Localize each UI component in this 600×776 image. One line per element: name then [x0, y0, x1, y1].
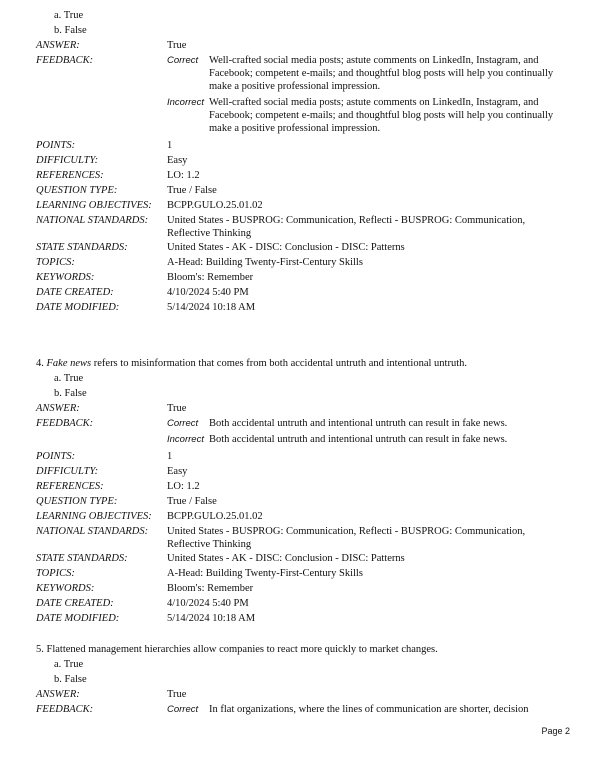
date-modified-row [36, 611, 564, 626]
learning-objectives-label: LEARNING OBJECTIVES: [36, 200, 152, 211]
question-text [36, 357, 564, 371]
national-standards-row [36, 524, 564, 551]
date-created-label: DATE CREATED: [36, 287, 114, 298]
question-type-value: True / False [167, 185, 217, 196]
points-row [36, 138, 564, 153]
feedback-correct [167, 703, 564, 716]
question-text: 5. Flattened management hierarchies allow companies to react more quickly to market changes. [36, 644, 438, 655]
incorrect-label: Incorrect [167, 97, 204, 108]
difficulty-row [36, 153, 564, 168]
topics-row [36, 566, 564, 581]
feedback-label: FEEDBACK: [36, 418, 94, 429]
answer-value: True [167, 403, 187, 414]
correct-label: Correct [167, 704, 199, 715]
feedback-row [36, 53, 564, 138]
references-label: REFERENCES: [36, 481, 104, 492]
feedback-correct [167, 54, 564, 93]
state-standards-value: United States - AK - DISC: Conclusion - DISC: Patterns [167, 242, 405, 253]
correct-text: Both accidental untruth and intentional untruth can result in fake news. [209, 418, 508, 429]
feedback-block [167, 416, 564, 449]
difficulty-value: Easy [167, 155, 188, 166]
references-value: LO: 1.2 [167, 170, 200, 181]
feedback-block [167, 53, 564, 138]
topics-value: A-Head: Building Twenty-First-Century Skills [167, 257, 363, 268]
feedback-label: FEEDBACK: [36, 704, 94, 715]
date-created-value: 4/10/2024 5:40 PM [167, 287, 249, 298]
references-value: LO: 1.2 [167, 481, 200, 492]
feedback-row [36, 702, 564, 719]
keywords-label: KEYWORDS: [36, 272, 95, 283]
points-value: 1 [167, 140, 173, 151]
state-standards-label: STATE STANDARDS: [36, 242, 128, 253]
keywords-row [36, 581, 564, 596]
date-created-row [36, 596, 564, 611]
question-4 [36, 357, 564, 626]
difficulty-value: Easy [167, 466, 188, 477]
date-modified-label: DATE MODIFIED: [36, 302, 120, 313]
points-row [36, 449, 564, 464]
date-modified-label: DATE MODIFIED: [36, 613, 120, 624]
date-modified-row [36, 300, 564, 315]
correct-label: Correct [167, 418, 199, 429]
answer-row [36, 38, 564, 53]
national-standards-value: United States - BUSPROG: Communication, Reflecti - BUSPROG: Communication, Reflective Thinking [167, 215, 526, 239]
feedback-correct [167, 417, 564, 430]
choice-a: a. True [54, 10, 84, 21]
incorrect-label: Incorrect [167, 434, 204, 445]
national-standards-value: United States - BUSPROG: Communication, Reflecti - BUSPROG: Communication, Reflective Thinking [167, 526, 526, 550]
feedback-incorrect [167, 96, 564, 135]
date-created-label: DATE CREATED: [36, 598, 114, 609]
answer-label: ANSWER: [36, 689, 80, 700]
state-standards-row [36, 551, 564, 566]
topics-label: TOPICS: [36, 568, 75, 579]
topics-label: TOPICS: [36, 257, 75, 268]
answer-label: ANSWER: [36, 403, 80, 414]
national-standards-label: NATIONAL STANDARDS: [36, 215, 149, 226]
question-3 [36, 8, 564, 315]
difficulty-label: DIFFICULTY: [36, 466, 99, 477]
question-5 [36, 643, 564, 719]
keywords-value: Bloom's: Remember [167, 583, 254, 594]
state-standards-value: United States - AK - DISC: Conclusion - DISC: Patterns [167, 553, 405, 564]
incorrect-text: Well-crafted social media posts; astute comments on LinkedIn, Instagram, and Facebook; competent e-mails; and thoughtful blog posts will help you continually make a positive professional impression. [209, 97, 554, 134]
answer-value: True [167, 40, 187, 51]
answer-row [36, 401, 564, 416]
correct-label: Correct [167, 55, 199, 66]
learning-objectives-label: LEARNING OBJECTIVES: [36, 511, 152, 522]
difficulty-row [36, 464, 564, 479]
references-row [36, 168, 564, 183]
state-standards-row [36, 240, 564, 255]
learning-objectives-value: BCPP.GULO.25.01.02 [167, 511, 263, 522]
answer-row [36, 687, 564, 702]
points-value: 1 [167, 451, 173, 462]
question-type-label: QUESTION TYPE: [36, 496, 118, 507]
points-label: POINTS: [36, 451, 76, 462]
topics-value: A-Head: Building Twenty-First-Century Skills [167, 568, 363, 579]
references-row [36, 479, 564, 494]
references-label: REFERENCES: [36, 170, 104, 181]
question-term: Fake news [46, 358, 92, 369]
date-created-row [36, 285, 564, 300]
question-type-row [36, 494, 564, 509]
question-type-value: True / False [167, 496, 217, 507]
national-standards-row [36, 213, 564, 240]
state-standards-label: STATE STANDARDS: [36, 553, 128, 564]
points-label: POINTS: [36, 140, 76, 151]
keywords-row [36, 270, 564, 285]
national-standards-label: NATIONAL STANDARDS: [36, 526, 149, 537]
feedback-incorrect [167, 433, 564, 446]
question-type-row [36, 183, 564, 198]
choice-b: b. False [54, 25, 87, 36]
feedback-row [36, 416, 564, 449]
feedback-block [167, 702, 564, 719]
topics-row [36, 255, 564, 270]
learning-objectives-row [36, 509, 564, 524]
correct-text: In flat organizations, where the lines of communication are shorter, decision [209, 704, 529, 715]
choice-b: b. False [54, 388, 87, 399]
correct-text: Well-crafted social media posts; astute comments on LinkedIn, Instagram, and Facebook; competent e-mails; and thoughtful blog posts will help you continually make a positive professional impression. [209, 55, 554, 92]
answer-value: True [167, 689, 187, 700]
page-number: Page 2 [541, 726, 570, 736]
difficulty-label: DIFFICULTY: [36, 155, 99, 166]
choice-b: b. False [54, 674, 87, 685]
learning-objectives-value: BCPP.GULO.25.01.02 [167, 200, 263, 211]
date-modified-value: 5/14/2024 10:18 AM [167, 613, 256, 624]
keywords-label: KEYWORDS: [36, 583, 95, 594]
choice-a: a. True [54, 659, 84, 670]
learning-objectives-row [36, 198, 564, 213]
feedback-label: FEEDBACK: [36, 55, 94, 66]
question-body: refers to misinformation that comes from both accidental untruth and intentional untruth. [91, 358, 467, 369]
keywords-value: Bloom's: Remember [167, 272, 254, 283]
incorrect-text: Both accidental untruth and intentional untruth can result in fake news. [209, 434, 508, 445]
answer-label: ANSWER: [36, 40, 80, 51]
date-created-value: 4/10/2024 5:40 PM [167, 598, 249, 609]
question-number: 4. [36, 358, 44, 369]
choice-a: a. True [54, 373, 84, 384]
date-modified-value: 5/14/2024 10:18 AM [167, 302, 256, 313]
question-type-label: QUESTION TYPE: [36, 185, 118, 196]
